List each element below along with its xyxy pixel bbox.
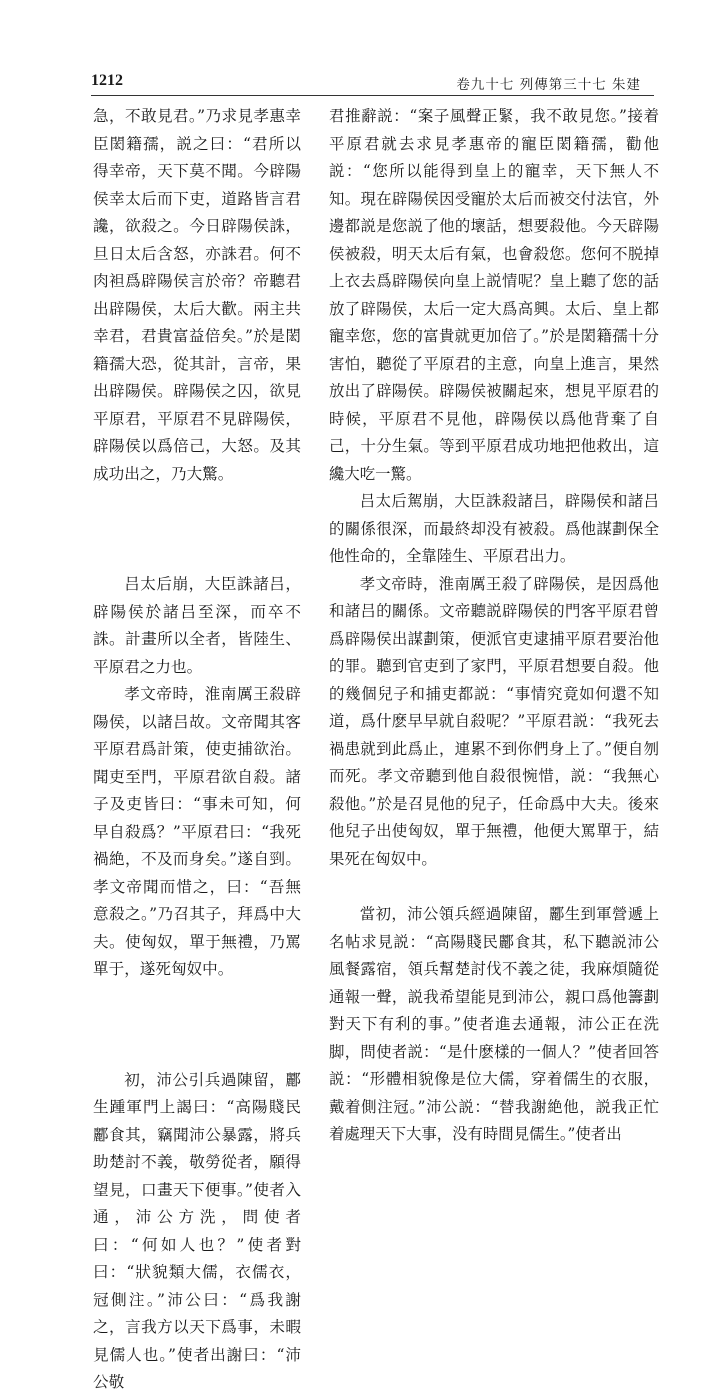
classical-paragraph-4: 初，沛公引兵過陳留，酈生踵軍門上謁曰：“高陽賤民酈食其，竊聞沛公暴露，將兵助楚討不義，敬勞從者，願得望見，口畫天下便事。”使者入通，沛公方洗，問使者曰：“何如人也？”使者對曰：“狀貌類大儒，衣儒衣，冠側注。”沛公曰：“爲我謝之，言我方以天下爲事，未暇見儒人也。”使者出謝曰：“沛公敬 (93, 1070, 301, 1391)
translation-paragraph-3: 孝文帝時，淮南厲王殺了辟陽侯，是因爲他和諸吕的關係。文帝聽説辟陽侯的門客平原君曾爲辟陽侯出謀劃策，便派官吏逮捕平原君要治他的罪。聽到官吏到了家門，平原君想要自殺。他的幾個兒子和捕吏都説：“事情究竟如何還不知道，爲什麽早早就自殺呢？”平原君説：“我死去禍患就到此爲止，連累不到你們身上了。”便自刎而死。孝文帝聽到他自殺很惋惜，説：“我無心殺他。”於是召見他的兒子，任命爲中大夫。後來他兒子出使匈奴，單于無禮，他便大罵單于，結果死在匈奴中。 (329, 574, 659, 868)
classical-paragraph-1: 急，不敢見君。”乃求見孝惠幸臣閎籍孺，説之曰：“君所以得幸帝，天下莫不聞。今辟陽侯幸太后而下吏，道路皆言君讒，欲殺之。今日辟陽侯誅，旦日太后含怒，亦誅君。何不肉袒爲辟陽侯言於帝？帝聽君出辟陽侯，太后大歡。兩主共幸君，君貴富益倍矣。”於是閎籍孺大恐，從其計，言帝，果出辟陽侯。辟陽侯之囚，欲見平原君，平原君不見辟陽侯，辟陽侯以爲倍己，大怒。及其成功出之，乃大驚。 (93, 107, 301, 483)
classical-paragraph-2: 吕太后崩，大臣誅諸吕，辟陽侯於諸吕至深，而卒不誅。計畫所以全者，皆陸生、平原君之力也。 (93, 575, 301, 676)
translation-paragraph-2: 吕太后駕崩，大臣誅殺諸吕，辟陽侯和諸吕的關係很深，而最終却没有被殺。爲他謀劃保全他性命的，全靠陸生、平原君出力。 (329, 492, 659, 565)
translation-paragraph-1: 君推辭説：“案子風聲正緊，我不敢見您。”接着平原君就去求見孝惠帝的寵臣閎籍孺，勸他説：“您所以能得到皇上的寵幸，天下無人不知。現在辟陽侯因受寵於太后而被交付法官，外邊都説是您説了他的壞話，想要殺他。今天辟陽侯被殺，明天太后有氣，也會殺您。您何不脱掉上衣去爲辟陽侯向皇上説情呢？皇上聽了您的話放了辟陽侯，太后一定大爲高興。太后、皇上都寵幸您，您的富貴就更加倍了。”於是閎籍孺十分害怕，聽從了平原君的主意，向皇上進言，果然放出了辟陽侯。辟陽侯被關起來，想見平原君的時候，平原君不見他，辟陽侯以爲他背棄了自己，十分生氣。等到平原君成功地把他救出，這纔大吃一驚。 (329, 107, 659, 483)
running-head: 卷九十七 列傳第三十七 朱建 (456, 77, 641, 93)
classical-paragraph-3: 孝文帝時，淮南厲王殺辟陽侯，以諸吕故。文帝聞其客平原君爲計策，使吏捕欲治。聞吏至門，平原君欲自殺。諸子及吏皆曰：“事未可知，何早自殺爲？”平原君曰：“我死禍絶，不及而身矣。”遂自剄。孝文帝聞而惜之，曰：“吾無意殺之。”乃召其子，拜爲中大夫。使匈奴，單于無禮，乃罵單于，遂死匈奴中。 (93, 685, 301, 978)
page-number: 1212 (91, 72, 123, 89)
header-rule (91, 95, 654, 96)
translation-paragraph-4: 當初，沛公領兵經過陳留，酈生到軍營遞上名帖求見説：“高陽賤民酈食其，私下聽説沛公風餐露宿，領兵幫楚討伐不義之徒，我麻煩隨從通報一聲，説我希望能見到沛公，親口爲他籌劃對天下有利的事。”使者進去通報，沛公正在洗脚，問使者説：“是什麽樣的一個人？”使者回答説：“形體相貌像是位大儒，穿着儒生的衣服，戴着側注冠。”沛公説：“替我謝絶他，説我正忙着處理天下大事，没有時間見儒生。”使者出 (329, 905, 659, 1143)
classical-text-column (93, 103, 301, 1397)
page-header (91, 72, 641, 94)
translation-column (329, 103, 659, 1149)
